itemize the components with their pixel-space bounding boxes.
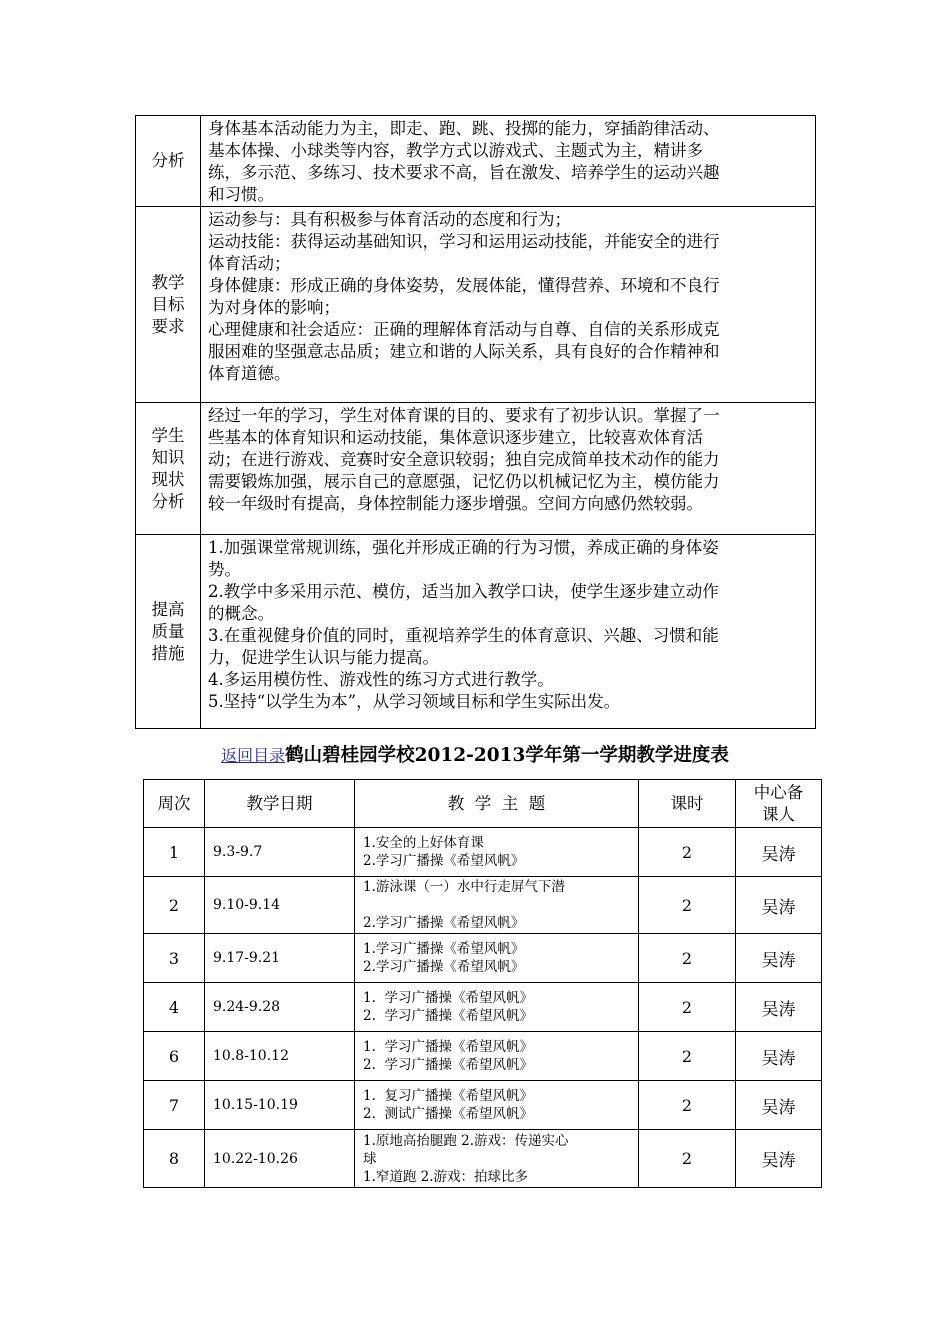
teacher-cell: 吴涛 (736, 828, 822, 877)
date-cell: 9.10-9.14 (205, 877, 355, 934)
topic-cell: 1.安全的上好体育课 2.学习广播操《希望风帆》 (355, 828, 639, 877)
analysis-row-student-status (136, 403, 816, 535)
week-cell: 1 (144, 828, 205, 877)
teacher-cell: 吴涛 (736, 934, 822, 983)
topic-cell: 1.原地高抬腿跑 2.游戏：传递实心 球 1.窄道跑 2.游戏：拍球比多 (355, 1130, 639, 1188)
table-row (144, 1081, 822, 1130)
row-label: 教学目标要求 (136, 207, 201, 403)
week-cell: 3 (144, 934, 205, 983)
analysis-row-goals (136, 207, 816, 403)
hours-cell: 2 (639, 828, 736, 877)
table-row (144, 828, 822, 877)
row-text: 1.加强课堂常规训练，强化并形成正确的行为习惯，养成正确的身体姿 势。 2.教学中多采用示范、模仿，适当加入教学口诀，使学生逐步建立动作 的概念。 3.在重视健身价值的同时，重视培养学生的体育意识、兴趣、习惯和能 力，促进学生认识与能力提高。 4.多运用模仿性、游戏性的练习方式进行教学。 5.坚持“以学生为本”，从学习领域目标和学生实际出发。 (201, 535, 816, 729)
teacher-cell: 吴涛 (736, 983, 822, 1032)
row-text: 运动参与：具有积极参与体育活动的态度和行为； 运动技能：获得运动基础知识，学习和运用运动技能，并能安全的进行 体育活动； 身体健康：形成正确的身体姿势，发展体能，懂得营养、环境和不良行 为对身体的影响； 心理健康和社会适应：正确的理解体育活动与自尊、自信的关系形成克 服困难的坚强意志品质；建立和谐的人际关系，具有良好的合作精神和 体育道德。 (201, 207, 816, 403)
topic-cell: 1.游泳课（一）水中行走屏气下潜 2.学习广播操《希望风帆》 (355, 877, 639, 934)
teacher-cell: 吴涛 (736, 877, 822, 934)
topic-cell: 1. 复习广播操《希望风帆》 2. 测试广播操《希望风帆》 (355, 1081, 639, 1130)
hours-cell: 2 (639, 1081, 736, 1130)
week-cell: 4 (144, 983, 205, 1032)
row-text: 经过一年的学习，学生对体育课的目的、要求有了初步认识。掌握了一 些基本的体育知识和运动技能，集体意识逐步建立，比较喜欢体育活 动；在进行游戏、竞赛时安全意识较弱；独自完成简单技术动作的能力 需要锻炼加强，展示自己的意愿强，记忆仍以机械记忆为主，模仿能力 较一年级时有提高，身体控制能力逐步增强。空间方向感仍然较弱。 (201, 403, 816, 535)
teacher-cell: 吴涛 (736, 1032, 822, 1081)
week-cell: 6 (144, 1032, 205, 1081)
hours-cell: 2 (639, 934, 736, 983)
table-row (144, 1130, 822, 1188)
table-row (144, 1032, 822, 1081)
date-cell: 9.17-9.21 (205, 934, 355, 983)
topic-cell: 1. 学习广播操《希望风帆》 2. 学习广播操《希望风帆》 (355, 983, 639, 1032)
analysis-row-analysis (136, 116, 816, 207)
hours-cell: 2 (639, 1130, 736, 1188)
schedule-header-row (144, 780, 822, 828)
topic-cell: 1. 学习广播操《希望风帆》 2. 学习广播操《希望风帆》 (355, 1032, 639, 1081)
header-teacher: 中心备课人 (736, 780, 822, 828)
row-label: 分析 (136, 116, 201, 207)
date-cell: 10.15-10.19 (205, 1081, 355, 1130)
hours-cell: 2 (639, 983, 736, 1032)
header-hours: 课时 (639, 780, 736, 828)
schedule-table (143, 779, 822, 1188)
table-row (144, 934, 822, 983)
date-cell: 10.8-10.12 (205, 1032, 355, 1081)
table-row (144, 877, 822, 934)
teacher-cell: 吴涛 (736, 1130, 822, 1188)
analysis-row-measures (136, 535, 816, 729)
week-cell: 8 (144, 1130, 205, 1188)
header-week: 周次 (144, 780, 205, 828)
hours-cell: 2 (639, 877, 736, 934)
row-label: 提高质量措施 (136, 535, 201, 729)
schedule-title (0, 742, 950, 770)
topic-cell: 1.学习广播操《希望风帆》 2.学习广播操《希望风帆》 (355, 934, 639, 983)
schedule-title-text: 鹤山碧桂园学校2012-2013学年第一学期教学进度表 (285, 745, 729, 766)
date-cell: 9.3-9.7 (205, 828, 355, 877)
date-cell: 10.22-10.26 (205, 1130, 355, 1188)
analysis-table (135, 115, 816, 729)
back-to-contents-link[interactable]: 返回目录 (221, 746, 286, 765)
header-topic: 教 学 主 题 (355, 780, 639, 828)
table-row (144, 983, 822, 1032)
hours-cell: 2 (639, 1032, 736, 1081)
row-label: 学生知识现状分析 (136, 403, 201, 535)
week-cell: 2 (144, 877, 205, 934)
date-cell: 9.24-9.28 (205, 983, 355, 1032)
row-text: 身体基本活动能力为主，即走、跑、跳、投掷的能力，穿插韵律活动、 基本体操、小球类等内容，教学方式以游戏式、主题式为主，精讲多 练，多示范、多练习、技术要求不高，旨在激发、培养学生的运动兴趣 和习惯。 (201, 116, 816, 207)
week-cell: 7 (144, 1081, 205, 1130)
header-date: 教学日期 (205, 780, 355, 828)
teacher-cell: 吴涛 (736, 1081, 822, 1130)
